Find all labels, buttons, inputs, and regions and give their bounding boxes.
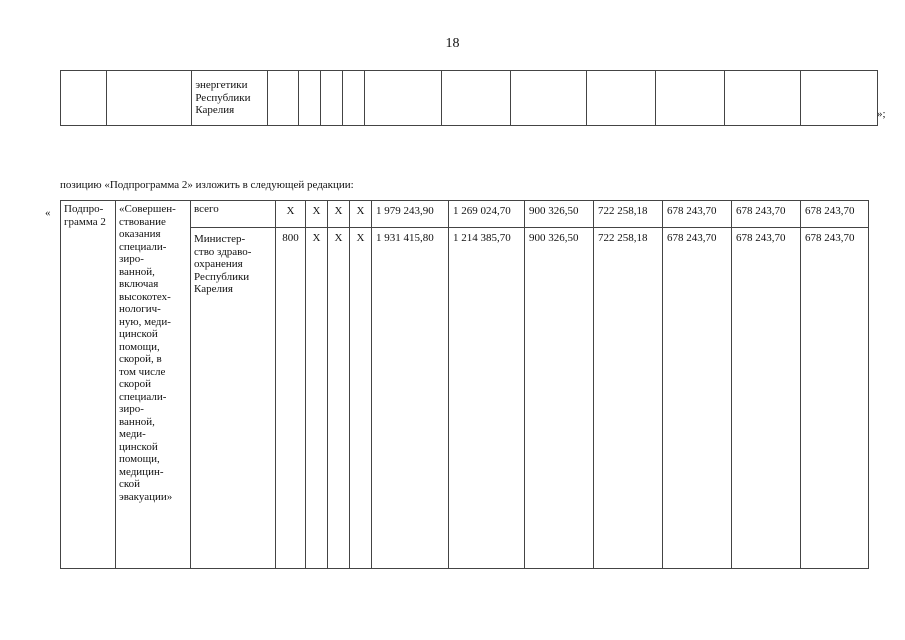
empty-cell xyxy=(298,71,320,126)
executor-line: Карелия xyxy=(194,283,233,295)
empty-cell xyxy=(587,71,656,126)
name-line: цинской xyxy=(119,440,158,453)
name-line: ской xyxy=(119,478,141,490)
program-cell xyxy=(61,201,116,569)
value-cell: 1 269 024,70 xyxy=(449,201,525,228)
empty-cell xyxy=(511,71,587,126)
executor-line: ство здраво- xyxy=(194,245,252,258)
name-line: специали- xyxy=(119,390,167,403)
executor-line: Республики xyxy=(194,270,250,283)
intro-text: позицию «Подпрограмма 2» изложить в следующей редакции: xyxy=(60,179,354,191)
opening-quote-mark: « xyxy=(45,207,51,219)
program-name-cell xyxy=(116,201,191,569)
code-cell: Х xyxy=(276,201,306,228)
name-line: высокотех- xyxy=(119,290,171,303)
empty-cell xyxy=(656,71,724,126)
value-cell: 678 243,70 xyxy=(732,228,801,569)
program-line: грамма 2 xyxy=(64,215,106,228)
name-line: помощи, xyxy=(119,340,160,353)
name-line: эвакуации» xyxy=(119,490,173,503)
value-cell: 900 326,50 xyxy=(525,201,594,228)
value-cell: 900 326,50 xyxy=(525,228,594,569)
name-line: медицин- xyxy=(119,465,164,478)
continued-table xyxy=(60,70,878,126)
empty-cell xyxy=(107,71,192,126)
value-cell: 678 243,70 xyxy=(732,201,801,228)
program-line: Подпро- xyxy=(64,203,104,215)
table-row-total xyxy=(61,201,869,228)
value-cell: 722 258,18 xyxy=(594,228,663,569)
empty-cell xyxy=(268,71,298,126)
x-cell: Х xyxy=(306,228,328,569)
page-number: 18 xyxy=(445,36,460,51)
empty-cell xyxy=(724,71,800,126)
name-line: включая xyxy=(119,278,159,290)
name-line: нологич- xyxy=(119,303,161,315)
empty-cell xyxy=(342,71,364,126)
name-line: том числе xyxy=(119,365,166,378)
name-line: меди- xyxy=(119,428,146,440)
name-line: зиро- xyxy=(119,253,144,265)
value-cell: 678 243,70 xyxy=(663,228,732,569)
name-line: оказания xyxy=(119,228,161,240)
closing-quote-mark: »; xyxy=(877,108,886,120)
executor-line: Министер- xyxy=(194,233,246,245)
value-cell: 678 243,70 xyxy=(801,201,869,228)
name-line: ванной, xyxy=(119,265,155,278)
name-line: ную, меди- xyxy=(119,315,171,328)
name-line: цинской xyxy=(119,328,158,340)
name-line: скорой, в xyxy=(119,353,162,365)
name-line: «Совершен- xyxy=(119,203,176,215)
executor-line: энергетики xyxy=(195,79,248,91)
name-line: ванной, xyxy=(119,415,155,428)
empty-cell xyxy=(61,71,107,126)
executor-line: охранения xyxy=(194,258,243,270)
x-cell: Х xyxy=(306,201,328,228)
x-cell: Х xyxy=(328,228,350,569)
name-line: помощи, xyxy=(119,453,160,465)
name-line: скорой xyxy=(119,378,152,390)
executor-cell: всего xyxy=(191,201,276,228)
empty-cell xyxy=(441,71,510,126)
subprogram-table xyxy=(60,200,869,569)
empty-cell xyxy=(800,71,877,126)
executor-cell xyxy=(192,71,268,126)
value-cell: 1 979 243,90 xyxy=(372,201,449,228)
executor-line: Республики xyxy=(195,91,251,104)
x-cell: Х xyxy=(350,201,372,228)
value-cell: 678 243,70 xyxy=(801,228,869,569)
name-line: специали- xyxy=(119,240,167,253)
executor-line: Карелия xyxy=(195,104,235,116)
x-cell: Х xyxy=(350,228,372,569)
executor-cell xyxy=(191,228,276,569)
code-cell: 800 xyxy=(276,228,306,569)
value-cell: 1 931 415,80 xyxy=(372,228,449,569)
x-cell: Х xyxy=(328,201,350,228)
value-cell: 722 258,18 xyxy=(594,201,663,228)
empty-cell xyxy=(320,71,342,126)
name-line: зиро- xyxy=(119,403,144,415)
name-line: ствование xyxy=(119,215,166,228)
value-cell: 678 243,70 xyxy=(663,201,732,228)
empty-cell xyxy=(364,71,441,126)
value-cell: 1 214 385,70 xyxy=(449,228,525,569)
